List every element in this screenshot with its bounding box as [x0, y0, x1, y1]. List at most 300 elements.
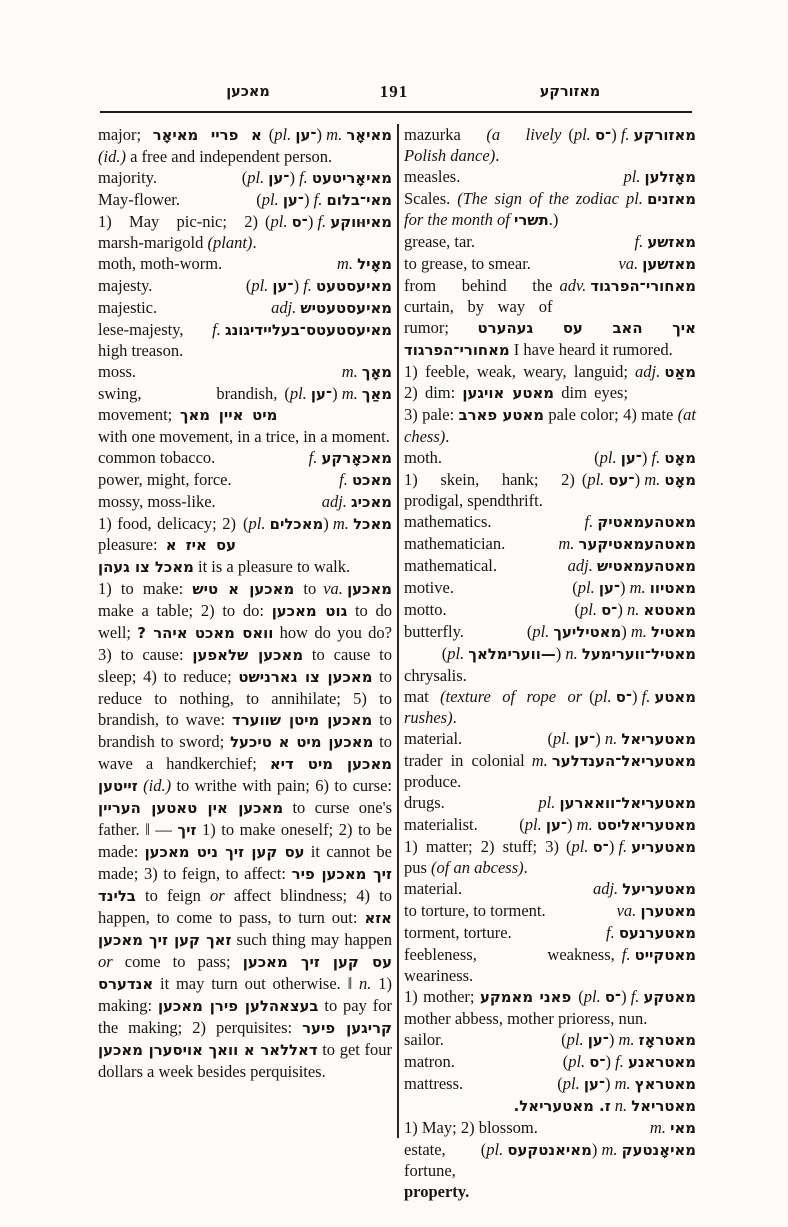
definition-text: motto.	[404, 600, 447, 619]
plural-info: (pl. ־ס)	[578, 987, 631, 1006]
definition-text: sailor.	[404, 1030, 444, 1049]
definition-text: feebleness, weakness, weariness.	[404, 945, 615, 985]
yiddish-text: מאכען א טיש	[192, 580, 295, 598]
headword-cluster	[265, 211, 392, 233]
plural-value: ־ען	[295, 126, 317, 144]
plural-info: (pl. ־ען)	[241, 168, 300, 187]
definition-text: to grease, to smear.	[404, 254, 531, 273]
definition-text: Scales.	[404, 189, 458, 208]
italic-text: (plant)	[207, 233, 253, 252]
yiddish-text: עס קען זיך מאכען אנדערס	[98, 953, 392, 993]
headword-cluster	[568, 555, 696, 577]
definition-text: 1) to make:	[98, 579, 193, 598]
headword: מאטע	[654, 688, 696, 706]
headword: מאָט	[664, 449, 696, 467]
headword: מאטערנעס	[618, 924, 696, 942]
dictionary-entry	[404, 469, 696, 511]
dictionary-entry	[404, 577, 696, 599]
grammar-tag: f.	[308, 448, 318, 467]
dictionary-entry	[98, 253, 392, 275]
definition-text: with one movement, in a trice, in a moment.	[98, 427, 390, 446]
grammar-tag: m.	[629, 578, 646, 597]
yiddish-text: מאכען מיטן שווערד	[232, 711, 373, 729]
grammar-tag: n.	[614, 1096, 628, 1115]
headword-cluster	[635, 231, 696, 253]
grammar-tag: pl.	[538, 793, 556, 812]
italic-text: or	[210, 886, 225, 905]
headword-cluster	[256, 189, 392, 211]
grammar-tag: n.	[604, 729, 618, 748]
definition-text: materialist.	[404, 815, 478, 834]
headword-cluster	[617, 900, 696, 922]
definition-text: pale color; 4) mate	[544, 405, 678, 424]
headword: מאכען	[347, 580, 392, 598]
plural-label: pl.	[599, 448, 617, 467]
definition-text: come to pass;	[112, 952, 243, 971]
headword-cluster	[242, 167, 392, 189]
headword-cluster	[481, 1139, 696, 1161]
definition-text: how do you do? 3) to cause:	[98, 623, 392, 664]
definition-text: majesty.	[98, 276, 153, 295]
yiddish-text: מאכען מיט א טיכעל	[230, 733, 374, 751]
grammar-tag: m.	[531, 751, 548, 770]
plural-label: pl.	[447, 644, 465, 663]
grammar-tag: pl.	[625, 189, 643, 208]
headword: מאטהעמאטיש	[597, 557, 696, 575]
definition-text: to reduce to nothing, to annihilate; 5) to brandish, to wave:	[98, 667, 392, 729]
definition-text: .	[452, 708, 457, 727]
definition-text: drugs.	[404, 793, 445, 812]
plural-info: (pl. ־ס)	[589, 687, 642, 706]
plural-label: pl.	[577, 578, 595, 597]
plural-info: (pl. ־ען)	[519, 815, 577, 834]
yiddish-text: גוט מאכען	[271, 602, 348, 620]
definition-text: May-flower.	[98, 190, 181, 209]
plural-value: ־ען	[620, 449, 642, 467]
plural-info: (pl. מאיאנטקעס)	[480, 1140, 602, 1159]
header-rule	[100, 111, 692, 113]
grammar-tag: adj.	[271, 298, 297, 317]
grammar-tag: m.	[601, 1140, 618, 1159]
headword: מאטהעמאטיק	[597, 513, 696, 531]
plural-info: (pl. ־ס)	[568, 125, 621, 144]
headword: מאיאָר	[346, 126, 392, 144]
grammar-tag: m.	[576, 815, 593, 834]
headword-cluster	[575, 599, 697, 621]
definition-text: torment, torture.	[404, 923, 512, 942]
plural-value: ־ס	[594, 126, 612, 144]
headword-cluster	[269, 124, 392, 146]
definition-text: majestic.	[98, 298, 158, 317]
grammar-tag: f.	[212, 320, 221, 339]
plural-info: (pl. ־ען)	[561, 1030, 619, 1049]
headword-cluster	[635, 361, 696, 383]
dictionary-entry	[404, 1029, 696, 1051]
plural-value: ־ס	[604, 988, 622, 1006]
dictionary-entry	[98, 383, 392, 447]
grammar-tag: f.	[317, 212, 327, 231]
dictionary-body	[98, 124, 696, 1202]
headword: מאטיל	[651, 623, 696, 641]
headword-cluster	[442, 643, 696, 665]
definition-text: 1) May pic-nic; 2) marsh-marigold	[98, 212, 258, 252]
grammar-tag: m.	[614, 1074, 631, 1093]
definition-text: to do well;	[98, 601, 392, 642]
plural-value: מאכלים	[269, 515, 324, 533]
headword-cluster	[284, 383, 392, 405]
plural-value: ־ען	[545, 816, 568, 834]
headword-cluster	[606, 922, 696, 944]
headword-cluster	[572, 577, 696, 599]
headword: מאטעריאל	[621, 730, 696, 748]
grammar-tag: f.	[584, 512, 594, 531]
definition-text: to curse one's father. ‖ —	[98, 798, 392, 839]
headword: מאָזלען	[644, 168, 696, 186]
cross-reference: ז. מאטעריאל.	[513, 1097, 611, 1115]
dictionary-entry	[404, 361, 696, 447]
headword-cluster	[271, 297, 392, 319]
yiddish-text: מאטע פארב	[458, 406, 545, 424]
headword-cluster	[622, 944, 696, 966]
definition-text: to get four dollars a week besides perquisites.	[98, 1040, 392, 1081]
headword: מאָט	[664, 471, 696, 489]
italic-text: (texture of rope or rushes)	[404, 687, 583, 727]
plural-info: (pl. ־ען)	[557, 1074, 615, 1093]
italic-text: (The sign of the zodiac for the month of	[404, 189, 619, 229]
headword-cluster	[594, 447, 696, 469]
definition-text: it may turn out otherwise. ‖	[153, 974, 360, 993]
grammar-tag: f.	[615, 1052, 624, 1071]
dictionary-entry	[98, 189, 392, 211]
grammar-tag: f.	[634, 232, 644, 251]
plural-info: (pl. ־ס)	[574, 600, 627, 619]
grammar-tag: va.	[616, 901, 637, 920]
dictionary-entry	[404, 1073, 696, 1095]
plural-info: (pl. מאכלים)	[243, 514, 333, 533]
grammar-tag: m.	[332, 514, 349, 533]
headword: מאיעסטעטיש	[300, 299, 392, 317]
plural-label: pl.	[247, 168, 265, 187]
definition-text: majority.	[98, 168, 157, 187]
definition-text: to make a table; 2) to do:	[98, 579, 317, 620]
plural-info: (pl. ־ס)	[265, 212, 318, 231]
yiddish-text: מאטע אויגען	[462, 384, 555, 402]
grammar-tag: m.	[326, 125, 343, 144]
definition-text: 1) May; 2) blossom.	[404, 1118, 538, 1137]
yiddish-text: זיך	[177, 821, 197, 839]
headword: מאזשע	[647, 233, 696, 251]
italic-text: (id.)	[98, 147, 126, 166]
italic-text: (of an abcess)	[431, 858, 524, 877]
plural-label: pl.	[524, 815, 542, 834]
headword-cluster	[212, 319, 392, 341]
definition-text: swing, brandish, movement;	[98, 384, 278, 424]
grammar-tag: f.	[313, 190, 323, 209]
definition-text: lese-majesty, high treason.	[98, 320, 184, 360]
grammar-tag: va.	[323, 579, 343, 598]
grammar-tag: m.	[649, 1118, 666, 1137]
headword-cluster	[548, 728, 697, 750]
dictionary-entry	[404, 944, 696, 986]
left-column	[98, 124, 392, 1082]
grammar-tag: f.	[299, 168, 308, 187]
headword-cluster	[342, 361, 392, 383]
dictionary-entry	[98, 211, 392, 253]
definition-text: such thing may happen	[231, 930, 392, 949]
headword: מאָך	[361, 363, 392, 381]
column-divider	[397, 124, 399, 1138]
headword-cluster	[532, 750, 696, 772]
definition-text: to pay for the making; 2) perquisites:	[98, 996, 392, 1037]
headword: מאטעריאליסט	[596, 816, 696, 834]
definition-text: mattress.	[404, 1074, 464, 1093]
grammar-tag: adj.	[592, 879, 619, 898]
headword: מאטעריע	[631, 838, 696, 856]
headword-cluster	[339, 469, 392, 491]
headword: מאכל	[353, 515, 392, 533]
italic-text: or	[98, 952, 113, 971]
headword-cluster	[568, 124, 696, 146]
grammar-tag: f.	[618, 837, 628, 856]
headword-cluster	[558, 533, 696, 555]
dictionary-entry	[404, 750, 696, 792]
headword: מאַט	[664, 363, 696, 381]
grammar-tag: f.	[339, 470, 348, 489]
headword-cluster	[650, 1117, 696, 1139]
grammar-tag: adj.	[321, 492, 347, 511]
grammar-tag: f.	[651, 448, 661, 467]
yiddish-text: קריגען פיער דאללאר א וואך אויסערן מאכען	[98, 1019, 392, 1059]
definition-text: 1) food, delicacy; 2) pleasure:	[98, 514, 237, 554]
definition-text: material.	[404, 729, 463, 748]
plural-label: pl.	[274, 125, 292, 144]
headword: מאטטא	[643, 601, 696, 619]
headword-cluster	[514, 1095, 696, 1117]
grammar-tag: adv.	[559, 276, 587, 295]
plural-value: ־ען	[310, 385, 333, 403]
plural-value: ־ס	[291, 213, 308, 231]
dictionary-entry	[98, 275, 392, 297]
grammar-tag: f.	[630, 987, 640, 1006]
plural-label: pl.	[583, 987, 601, 1006]
headword-cluster	[337, 253, 392, 275]
plural-info: (pl. ־ען)	[268, 125, 327, 144]
definition-text: butterfly.	[404, 622, 464, 641]
headword-cluster	[557, 1073, 696, 1095]
plural-label: pl.	[532, 622, 550, 641]
plural-label: pl.	[251, 276, 269, 295]
plural-info: (pl. ־ען)	[572, 578, 630, 597]
headword: מאטיל־ווערימעל	[581, 645, 696, 663]
plural-value: ־ען	[268, 169, 290, 187]
yiddish-text: מיט איין מאך	[179, 406, 278, 424]
plural-info: (pl. ־ס)	[562, 1052, 616, 1071]
grammar-tag: f.	[303, 276, 312, 295]
plural-label: pl.	[571, 837, 589, 856]
definition-text: 1) making:	[98, 974, 392, 1015]
plural-label: pl.	[568, 1052, 586, 1071]
dictionary-entry	[404, 986, 696, 1029]
dictionary-entry	[98, 297, 392, 319]
grammar-tag: f.	[641, 687, 651, 706]
definition-text: .	[495, 146, 500, 165]
dictionary-entry	[404, 643, 696, 686]
dictionary-entry	[404, 900, 696, 922]
dictionary-entry	[98, 469, 392, 491]
yiddish-text: אזא זאך קען זיך מאכען	[98, 909, 392, 949]
plural-label: pl.	[580, 600, 597, 619]
headword: מאטעריאל־הענדלער	[551, 752, 696, 770]
dictionary-entry	[404, 621, 696, 643]
definition-text: power, might, force.	[98, 470, 232, 489]
yiddish-text: מאכען אין טאטען העריין	[98, 799, 284, 817]
plural-value: ־ען	[272, 277, 294, 295]
plural-label: pl.	[270, 212, 288, 231]
dictionary-entry	[404, 1051, 696, 1073]
headword: מאטראץ	[634, 1075, 696, 1093]
dictionary-entry	[98, 447, 392, 469]
page-number: 191	[379, 82, 409, 101]
headword-cluster	[593, 878, 696, 900]
headword-cluster	[589, 686, 696, 708]
dictionary-entry	[404, 1117, 696, 1139]
definition-text: matron.	[404, 1052, 455, 1071]
headword-cluster	[559, 275, 696, 297]
plural-label: pl.	[248, 514, 266, 533]
headword: מאיעסטעט	[316, 277, 392, 295]
headword: מאזורקע	[633, 126, 696, 144]
definition-text: to torture, to torment.	[404, 901, 546, 920]
definition-text: material.	[404, 879, 463, 898]
headword: מאטעריעל	[622, 880, 696, 898]
headword: מאיאָריטעט	[311, 169, 392, 187]
headword-cluster	[309, 447, 392, 469]
headword: מאכט	[351, 471, 392, 489]
plural-value: ־ס	[592, 838, 609, 856]
headword: מאטקע	[643, 988, 696, 1006]
headword-cluster	[578, 986, 696, 1008]
yiddish-text: א פריי מאיאָר	[152, 126, 262, 144]
dictionary-entry	[404, 275, 696, 361]
definition-text: chrysalis.	[404, 666, 467, 685]
dictionary-entry	[404, 836, 696, 878]
headword: מאי־בלום	[326, 191, 392, 209]
dictionary-entry	[98, 361, 392, 383]
headword: מאכיג	[351, 493, 392, 511]
headword: מאי	[670, 1119, 696, 1137]
grammar-tag: adj.	[567, 556, 593, 575]
dictionary-entry	[98, 167, 392, 189]
guide-word-left: מאכען	[226, 84, 270, 100]
definition-text: to cause to sleep; 4) to reduce;	[98, 645, 392, 686]
definition-text: mazurka	[404, 125, 487, 144]
plural-value: ־ס	[615, 688, 632, 706]
definition-text: 1) to make oneself; 2) to be made:	[98, 820, 392, 861]
headword: מאיוּװקע	[330, 213, 392, 231]
headword-cluster	[561, 1029, 696, 1051]
yiddish-text: עס קען זיך ניט מאכען	[144, 843, 305, 861]
dictionary-entry	[404, 166, 696, 188]
headword: מאכאָרקע	[321, 449, 392, 467]
definition-text: motive.	[404, 578, 454, 597]
grammar-tag: adj.	[635, 362, 661, 381]
headword: מאטעריאל־וואארען	[559, 794, 696, 812]
plural-value: ־ען	[574, 730, 596, 748]
definition-text: mathematical.	[404, 556, 497, 575]
definition-text: 1) feeble, weak, weary, languid; 2) dim:	[404, 362, 629, 402]
headword-cluster	[618, 253, 696, 275]
headword-cluster	[582, 469, 696, 491]
definition-text: .	[445, 427, 450, 446]
definition-text: mathematics.	[404, 512, 492, 531]
headword: מאטראנע	[628, 1053, 696, 1071]
definition-text: I have heard it rumored.	[509, 340, 673, 359]
headword-cluster	[626, 188, 696, 210]
grammar-tag: f.	[606, 923, 615, 942]
italic-text: (at chess)	[404, 405, 697, 446]
dictionary-entry	[404, 686, 696, 728]
headword-cluster	[527, 621, 696, 643]
definition-text: affect blindness; 4) to happen, to come to pass, to turn out:	[98, 886, 392, 927]
plural-label: pl.	[594, 687, 612, 706]
grammar-tag: m.	[336, 254, 353, 273]
dictionary-entry	[404, 511, 696, 533]
plural-info: (pl. ־ען)	[245, 276, 304, 295]
dictionary-entry	[404, 1139, 696, 1202]
yiddish-text: וואס מאכט איהר ?	[137, 624, 274, 642]
dictionary-entry	[404, 124, 696, 166]
headword: מאיעסטעטס־בעליידיגונג	[224, 321, 392, 339]
definition-text: estate, fortune,	[404, 1140, 456, 1180]
dictionary-entry	[404, 1095, 696, 1117]
yiddish-text: פאני מאמקע	[479, 988, 572, 1006]
plural-info: (pl. מאטיליעך)	[526, 622, 631, 641]
definition-text: .)	[548, 210, 559, 229]
plural-value: ־ס	[589, 1053, 606, 1071]
definition-text: it cannot be made; 3) to feign, to affect:	[98, 842, 392, 883]
headword: מאטיוו	[649, 579, 696, 597]
headword-cluster	[323, 578, 392, 600]
yiddish-text: בעצאהלען פירן מאכען	[157, 997, 319, 1015]
yiddish-text: עס איז א מאכל צו געהן	[98, 536, 237, 576]
headword: מאטהעמאטיקער	[578, 535, 696, 553]
headword-cluster	[623, 166, 696, 188]
headword: מאחורי־הפרגוד	[590, 277, 696, 295]
headword-cluster	[322, 491, 392, 513]
plural-label: pl.	[261, 190, 279, 209]
definition-text: to brandish to sword;	[98, 710, 392, 751]
definition-text: grease, tar.	[404, 232, 476, 251]
definition-text: from behind the curtain, by way of rumor;	[404, 276, 553, 337]
headword: מאָיל	[357, 255, 392, 273]
yiddish-text: מאכען צו גארנישט	[238, 668, 373, 686]
dictionary-entry	[98, 578, 392, 1082]
dictionary-entry	[404, 555, 696, 577]
plural-label: pl.	[573, 125, 591, 144]
plural-label: pl.	[562, 1074, 580, 1093]
dictionary-entry	[98, 124, 392, 167]
right-column	[404, 124, 696, 1202]
grammar-tag: m.	[341, 384, 358, 403]
dictionary-entry	[404, 253, 696, 275]
plural-value: ־ס	[601, 601, 618, 619]
plural-value: מאטיליעך	[553, 623, 622, 641]
italic-text: (id.)	[143, 776, 172, 795]
plural-value: ־ען	[598, 579, 620, 597]
plural-label: pl.	[289, 384, 307, 403]
plural-value: ־ען	[583, 1075, 606, 1093]
definition-text: moth.	[404, 448, 443, 467]
